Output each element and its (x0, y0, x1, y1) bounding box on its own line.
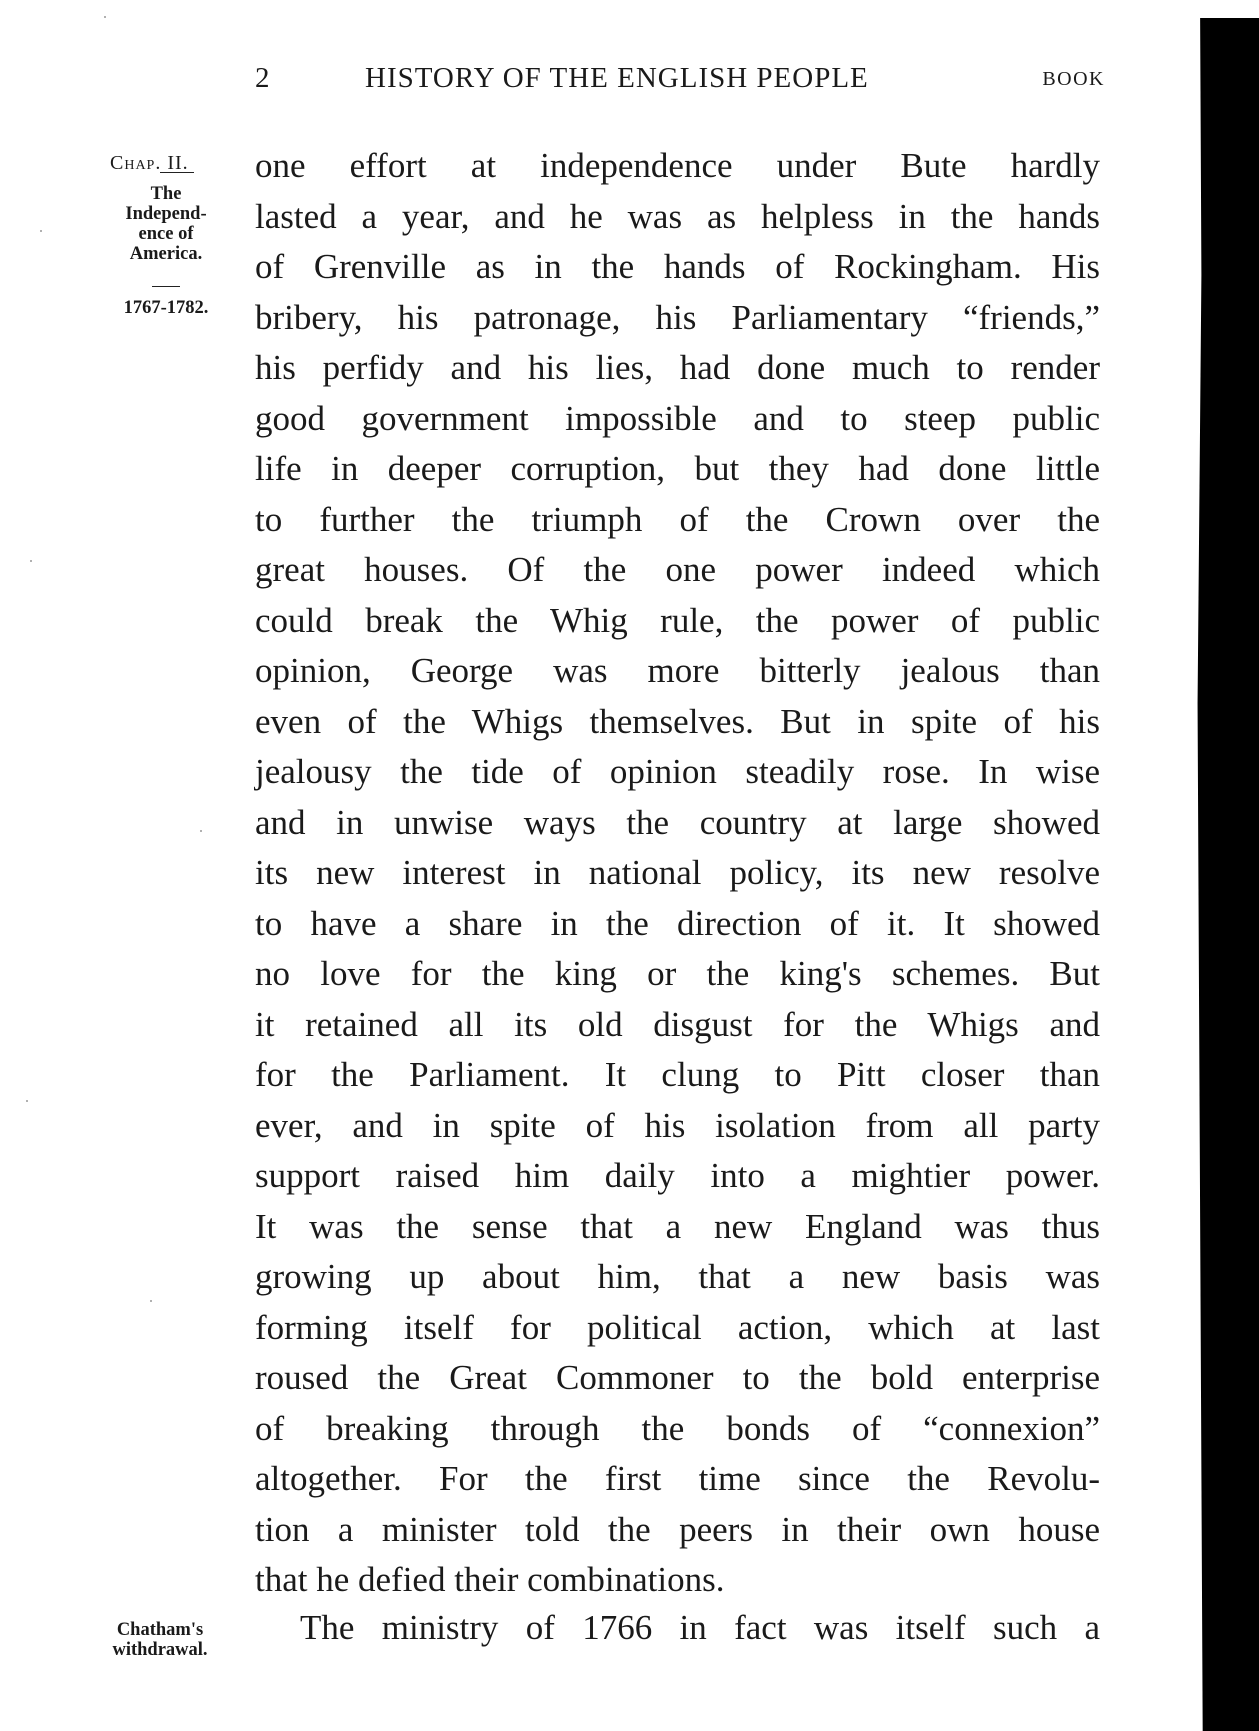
sidenote-line: The (150, 184, 182, 204)
text-line: and in unwise ways the country at large showed (255, 802, 1100, 842)
sidenote-dates (100, 298, 232, 318)
text-line: growing up about him, that a new basis was (255, 1257, 1100, 1296)
sidenote-line: ence of (138, 224, 194, 244)
text-line: great houses. Of the one power indeed which (255, 550, 1100, 589)
text-line: good government impossible and to steep public (255, 398, 1100, 438)
text-line: of breaking through the bonds of “connexion” (255, 1408, 1100, 1448)
text-line: bribery, his patronage, his Parliamentary “friends,” (255, 297, 1100, 337)
book-label: BOOK (1042, 68, 1105, 90)
scan-speck (30, 560, 32, 562)
text-line: support raised him daily into a mightier power. (255, 1156, 1100, 1195)
text-line: of Grenville as in the hands of Rockingham. His (255, 247, 1100, 286)
paragraph-2-first-line: The ministry of 1766 in fact was itself such a (300, 1608, 1100, 1647)
text-line: altogether. For the first time since the Revolu- (255, 1459, 1100, 1498)
text-line: its new interest in national policy, its new resolve (255, 853, 1100, 892)
chapter-rule (160, 172, 194, 173)
scan-binding-edge (1195, 18, 1259, 1731)
text-line: lasted a year, and he was as helpless in the hands (255, 196, 1100, 236)
text-line: even of the Whigs themselves. But in spite of his (255, 701, 1100, 741)
scan-speck (150, 1300, 152, 1302)
chapter-label: Chap. II. (110, 152, 189, 174)
text-line: It was the sense that a new England was thus (255, 1206, 1100, 1246)
text-line: forming itself for political action, which at last (255, 1307, 1100, 1347)
text-line: to further the triumph of the Crown over the (255, 499, 1100, 539)
sidenote-rule (152, 286, 180, 287)
text-line: it retained all its old disgust for the Whigs and (255, 1004, 1100, 1044)
text-line: life in deeper corruption, but they had done little (255, 449, 1100, 488)
text-line: jealousy the tide of opinion steadily rose. In wise (255, 752, 1100, 791)
text-line: no love for the king or the king's schemes. But (255, 954, 1100, 993)
scan-speck (104, 16, 106, 18)
text-line: to have a share in the direction of it. It showed (255, 903, 1100, 943)
sidenote-dates-text: 1767-1782. (123, 298, 209, 318)
text-line: one effort at independence under Bute hardly (255, 146, 1100, 185)
sidenote-chatham (94, 1620, 226, 1660)
scan-speck (40, 230, 42, 232)
text-line: for the Parliament. It clung to Pitt closer than (255, 1055, 1100, 1094)
page-number: 2 (255, 62, 271, 94)
text-line: could break the Whig rule, the power of public (255, 600, 1100, 640)
text-line: that he defied their combinations. (255, 1560, 725, 1599)
text-line: ever, and in spite of his isolation from all party (255, 1105, 1100, 1145)
sidenote-line: Independ- (125, 204, 207, 224)
sidenote-line: Chatham's (116, 1620, 204, 1640)
sidenote-line: America. (129, 244, 203, 264)
sidenote-independence (100, 184, 232, 264)
running-title: HISTORY OF THE ENGLISH PEOPLE (365, 62, 869, 94)
scan-speck (200, 830, 202, 832)
text-line: opinion, George was more bitterly jealous than (255, 651, 1100, 690)
text-line: tion a minister told the peers in their own house (255, 1509, 1100, 1549)
sidenote-line: withdrawal. (112, 1640, 208, 1660)
body-text (255, 141, 1100, 1606)
scan-speck (26, 1100, 28, 1102)
text-line: his perfidy and his lies, had done much to render (255, 348, 1100, 387)
text-line: roused the Great Commoner to the bold enterprise (255, 1358, 1100, 1397)
